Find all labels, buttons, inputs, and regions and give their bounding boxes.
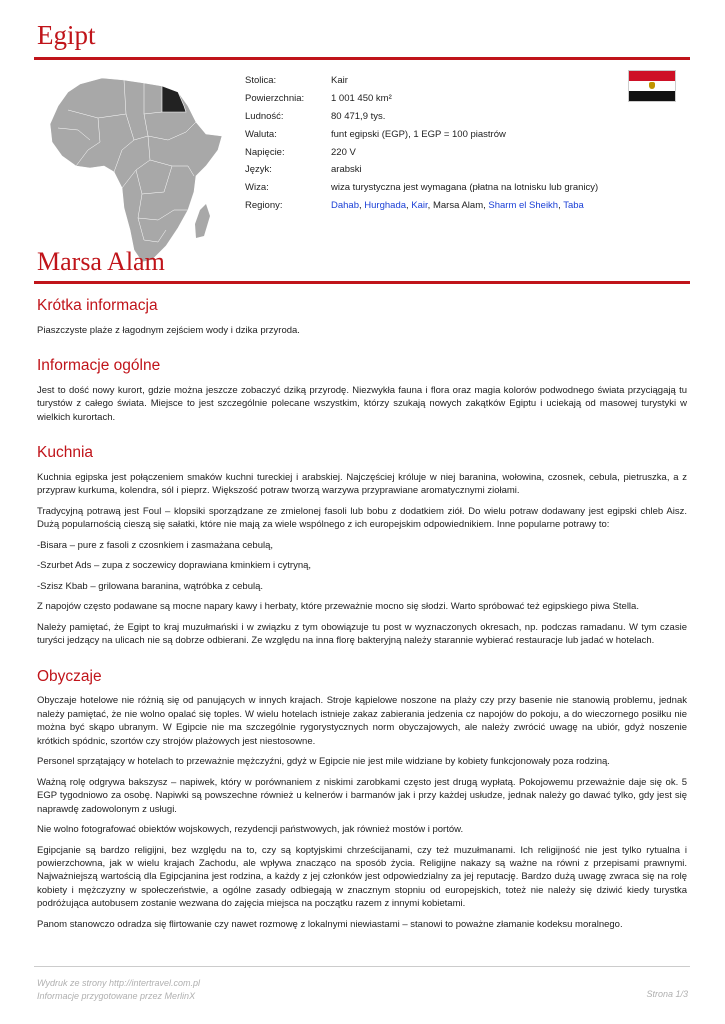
region-separator: ,	[406, 199, 412, 211]
info-row-visa	[245, 179, 598, 197]
footer-divider	[34, 966, 690, 967]
regions-list	[331, 200, 584, 211]
dish-item: -Bisara – pure z fasoli z czosnkiem i zasmażana cebulą,	[37, 539, 274, 551]
eagle-emblem-icon	[649, 82, 655, 89]
paragraph: Należy pamiętać, że Egipt to kraj muzułmański i w związku z tym obowiązuje tu post w wyznaczonych okresach, np. podczas ramadanu. W tym czasie turyści jedzący na ulicach nie są dobrze odbierani. Ze względu na inna florę bakteryjną należy starannie wybierać restauracje lub jadać w hotelach.	[37, 621, 687, 647]
egypt-flag	[628, 70, 676, 102]
region-separator: ,	[427, 199, 433, 211]
region-current-marsa-alam: Marsa Alam	[432, 199, 484, 211]
region-separator: ,	[359, 199, 365, 211]
section-short-info	[37, 297, 687, 337]
paragraph: Nie wolno fotografować obiektów wojskowych, rezydencji państwowych, jak również mostów i portów.	[37, 824, 464, 836]
section-customs	[37, 668, 687, 932]
info-row-currency	[245, 125, 598, 143]
title-divider	[34, 57, 690, 60]
region-separator: ,	[558, 199, 564, 211]
footer-print-source: Wydruk ze strony http://intertravel.com.pl	[37, 978, 201, 988]
info-value: Kair	[331, 75, 348, 87]
paragraph: Tradycyjną potrawą jest Foul – klopsiki sporządzane ze zmielonej fasoli lub bobu z dodatkiem ziół. Do wielu potraw dodawany jest egipski chleb Aisz. Dużą popularnością cieszą się sałatki, które nie mają za wiele wspólnego z ich europejskim odpowiednikiem. Inne popularne potrawy to:	[37, 505, 687, 531]
madagascar-shape	[195, 204, 210, 238]
paragraph: Personel sprzątający w hotelach to przeważnie mężczyźni, gdyż w Egipcie nie jest mile widziane by kobiety funkcjonowały poza rodziną.	[37, 756, 610, 768]
africa-map	[38, 70, 238, 270]
region-link-kair[interactable]: Kair	[411, 199, 428, 211]
info-row-language	[245, 161, 598, 179]
info-value: wiza turystyczna jest wymagana (płatna na lotnisku lub granicy)	[331, 182, 599, 194]
section-cuisine	[37, 444, 687, 647]
main-content	[37, 297, 687, 951]
paragraph: Z napojów często podawane są mocne napary kawy i herbaty, które przeważnie mocno się słodzi. Warto spróbować też egipskiego piwa Stella.	[37, 601, 639, 613]
info-row-capital	[245, 72, 598, 90]
info-label: Powierzchnia:	[245, 93, 305, 105]
info-value: 80 471,9 tys.	[331, 110, 386, 122]
dish-item: -Szurbet Ads – zupa z soczewicy doprawiana kminkiem i cytryną,	[37, 560, 312, 572]
info-label: Język:	[245, 164, 272, 176]
paragraph: Panom stanowczo odradza się flirtowanie czy nawet rozmowę z lokalnymi niewiastami – stanowi to poważne złamanie kodeksu moralnego.	[37, 918, 623, 930]
info-row-voltage	[245, 143, 598, 161]
section-heading: Obyczaje	[37, 667, 102, 685]
info-label: Napięcie:	[245, 146, 285, 158]
footer-source	[37, 977, 200, 1002]
section-heading: Krótka informacja	[37, 297, 158, 314]
region-separator: ,	[483, 199, 489, 211]
info-value: 220 V	[331, 146, 356, 158]
country-title: Egipt	[37, 20, 96, 50]
country-info-table	[245, 72, 598, 214]
city-divider	[34, 281, 690, 284]
info-row-regions	[245, 197, 598, 215]
paragraph: Jest to dość nowy kurort, gdzie można jeszcze zobaczyć dziką przyrodę. Niezwykła fauna i flora oraz magia kolorów podwodnego świata przyciągają tu turystów z całego świata. Miejsce to jest szczególnie polecane wszystkim, którzy szukają nowych zakątków Egiptu i uciekają od masowej turystyki w wielkich kurortach.	[37, 384, 687, 423]
info-label: Waluta:	[245, 128, 277, 140]
paragraph: Kuchnia egipska jest połączeniem smaków kuchni tureckiej i arabskiej. Najczęściej króluje w niej baranina, wołowina, czosnek, cebula, pietruszka, a z przypraw kurkuma, kolendra, sól i pieprz. Większość potraw tworzą warzywa przyprawiane aromatycznymi ziołami.	[37, 471, 687, 497]
region-link-dahab[interactable]: Dahab	[331, 199, 359, 211]
info-row-population	[245, 108, 598, 126]
paragraph: Obyczaje hotelowe nie różnią się od panujących w innych krajach. Stroje kąpielowe noszone na plaży czy przy basenie nie stanowią problemu, jednak należy pamiętać, że nie wolno opalać się toples. W wielu hotelach istnieje zakaz zabierania jedzenia cz napojów do pokoju, a do wieczornego posiłku nie można być skąpo ubranym. W Egipcie nie ma szczególnie rygorystycznych norm obyczajowych, ale należy zwrócić uwagę na ubiór, gdyż noszenie krótkich spódnic, szortów czy strojów plażowych jest niestosowne.	[37, 695, 687, 747]
section-general-info	[37, 357, 687, 424]
info-value: 1 001 450 km²	[331, 93, 392, 105]
region-link-taba[interactable]: Taba	[563, 199, 584, 211]
flag-band-red	[629, 71, 675, 81]
dish-item: -Szisz Kbab – grilowana baranina, wątróbka z cebulą.	[37, 580, 264, 592]
paragraph: Ważną rolę odgrywa bakszysz – napiwek, który w porównaniem z niskimi zarobkami często jest drugą wypłatą. Pokojowemu przeważnie daje się ok. 5 EGP tygodniowo za osobę. Napiwki są powszechne również u kelnerów i barmanów jak i przy każdej usłudze, jednak należy go dawać tylko, gdy jest się naprawdę zadowolonym z usługi.	[37, 776, 687, 815]
footer-prepared-by: Informacje przygotowane przez MerlinX	[37, 990, 196, 1001]
info-label: Ludność:	[245, 110, 284, 122]
region-link-sharm-el-sheikh[interactable]: Sharm el Sheikh	[488, 199, 559, 211]
city-title: Marsa Alam	[37, 247, 165, 276]
section-heading: Informacje ogólne	[37, 357, 161, 375]
info-value: funt egipski (EGP), 1 EGP = 100 piastrów	[331, 128, 506, 140]
page-number: Strona 1/3	[646, 989, 688, 999]
region-link-hurghada[interactable]: Hurghada	[364, 199, 407, 211]
info-row-area	[245, 90, 598, 108]
section-heading: Kuchnia	[37, 444, 94, 462]
paragraph: Piaszczyste plaże z łagodnym zejściem wody i dzika przyroda.	[37, 324, 300, 336]
flag-band-black	[629, 91, 675, 101]
info-label: Regiony:	[245, 199, 283, 211]
paragraph: Egipcjanie są bardzo religijni, bez względu na to, czy są koptyjskimi chrześcijanami, czy też muzułmanami. Ich religijność nie jest tylko rytualna i powierzchowna, jak w wielu krajach Zachodu, ale wpływa znacząco na sposób życia. Religijne nakazy są ważne na równi z przepisami prawnymi. Najważniejszą wartością dla Egipcjanina jest rodzina, a każdy z jej członków jest odpowiedzialny za jej reputację. Bardzo dużą uwagę zwraca się na rolę kobiety i mężczyzny w społeczeństwie, a ogólne zasady odbiegają w znacznym stopniu od europejskich, toteż nie należy się dziwić kiedy turystka podróżująca autobusem zostanie wezwana do zajęcia miejsca na początku razem z innymi kobietami.	[37, 844, 687, 910]
info-value: arabski	[331, 164, 362, 176]
info-label: Stolica:	[245, 75, 277, 87]
flag-band-white	[629, 81, 675, 91]
info-label: Wiza:	[245, 182, 269, 194]
